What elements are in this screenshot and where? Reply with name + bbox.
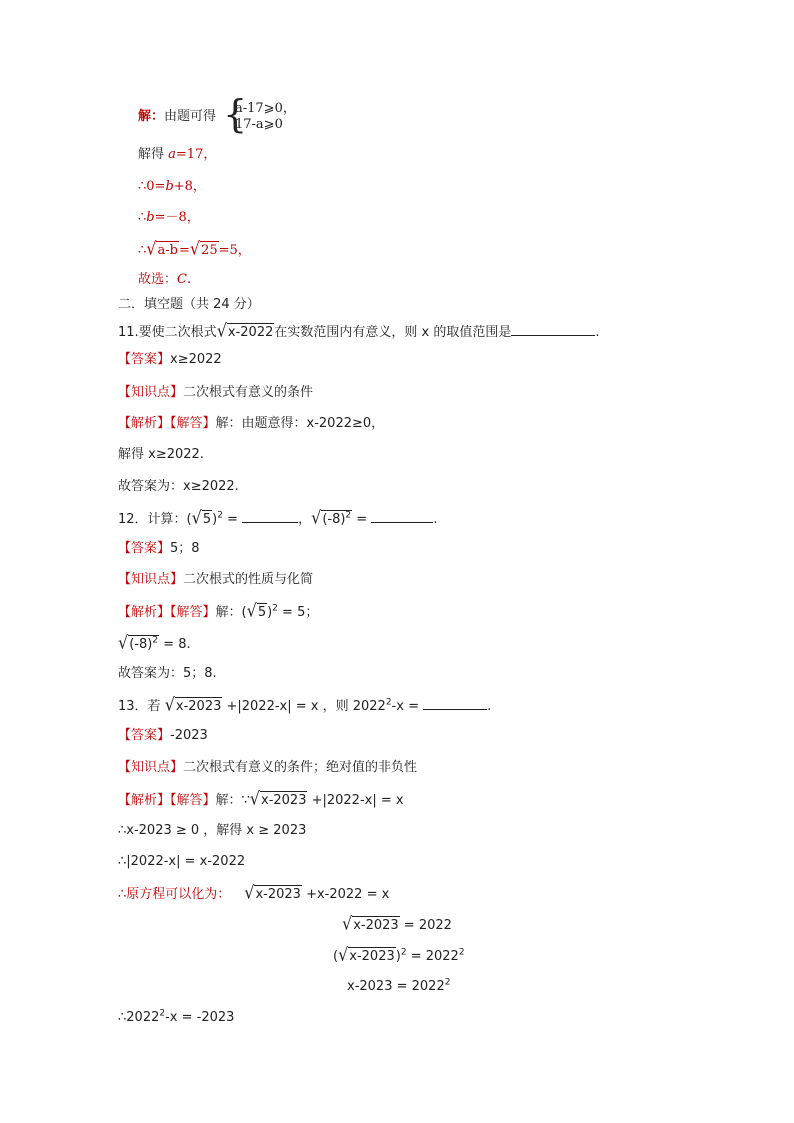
system-row-2: 17-a⩾0 — [235, 117, 283, 132]
q11-solution-3: 故答案为：x≥2022. — [118, 479, 239, 494]
sqrt-icon: √5 — [191, 507, 212, 528]
sqrt-icon: √a-b — [146, 238, 178, 259]
q12-question: 12．计算：$(√5)^2$ = ，$√(-8)^2$ = . — [118, 507, 438, 528]
q13-solution-3: ∴|2022-x| = x-2022 — [118, 854, 246, 869]
q10-step4: ∴√a-b=√25=5， — [138, 238, 251, 259]
q13-conclusion: $\therefore 2022^2-x = -2023$ — [118, 1008, 235, 1025]
q13-question: 13．若 √x-2023 +|2022-x| = x ，则 $2022^2-x$ = . — [118, 694, 492, 715]
q11-question: 11.要使二次根式√x-2022在实数范围内有意义，则 x 的取值范围是 . — [118, 320, 600, 341]
q12-solution-2: $√(-8)^2 = 8$. — [118, 632, 191, 653]
system-row-1: a-17⩾0， — [235, 101, 296, 116]
q11-answer: 【答案】x≥2022 — [118, 352, 222, 367]
sqrt-icon: √25 — [189, 238, 218, 259]
sqrt-icon: √x-2022 — [216, 320, 274, 341]
sqrt-icon: √x-2023 — [338, 944, 395, 965]
q12-answer: 【答案】5；8 — [118, 541, 200, 556]
q10-solution-line1: 解：由题可得 — [138, 109, 217, 124]
solution-label: 解： — [138, 109, 165, 124]
answer-blank — [242, 510, 298, 523]
q10-choice: 故选：C. — [138, 272, 192, 287]
q13-centered-3: $x-2023 = 2022^2$ — [347, 977, 451, 994]
answer-blank — [371, 510, 433, 523]
q10-step2: ∴0=b+8， — [138, 179, 206, 194]
sqrt-icon: √5 — [246, 600, 267, 621]
q13-solution-4: ∴原方程可以化为： √x-2023 +x-2022 = x — [118, 882, 390, 903]
q12-solution: 【解析】【解答】解：$(√5)^2 = 5$； — [118, 600, 319, 621]
sqrt-icon: √x-2023 — [249, 788, 307, 809]
q10-step1: 解得 a=17， — [138, 147, 217, 162]
left-brace-icon: { — [223, 92, 248, 136]
q10-step3: ∴b=－8， — [138, 210, 200, 225]
q11-solution-2: 解得 x≥2022. — [118, 447, 204, 462]
q12-knowledge-point: 【知识点】二次根式的性质与化简 — [118, 572, 314, 587]
q13-answer: 【答案】-2023 — [118, 728, 208, 743]
sqrt-icon: √x-2023 — [342, 913, 399, 934]
q13-knowledge-point: 【知识点】二次根式有意义的条件；绝对值的非负性 — [118, 760, 418, 775]
q11-knowledge-point: 【知识点】二次根式有意义的条件 — [118, 385, 314, 400]
answer-blank — [511, 323, 595, 336]
q13-centered-1: √x-2023 = 2022 — [342, 913, 452, 934]
sqrt-icon: √x-2023 — [244, 882, 301, 903]
q13-solution: 【解析】【解答】解：∵√x-2023 +|2022-x| = x — [118, 788, 404, 809]
section-heading: 二．填空题（共 24 分） — [118, 297, 260, 312]
sqrt-icon: √x-2023 — [164, 694, 222, 715]
sqrt-icon: $√(-8)^2$ — [118, 632, 159, 653]
q11-solution: 【解析】【解答】解：由题意得：x-2022≥0， — [118, 416, 385, 431]
q13-solution-2: ∴x-2023 ≥ 0 ，解得 x ≥ 2023 — [118, 823, 307, 838]
answer-blank — [423, 697, 487, 710]
q13-centered-2: $(√x-2023)^2 = 2022^2$ — [333, 944, 465, 965]
sqrt-icon: $√(-8)^2$ — [311, 507, 352, 528]
q12-solution-3: 故答案为：5；8. — [118, 666, 217, 681]
